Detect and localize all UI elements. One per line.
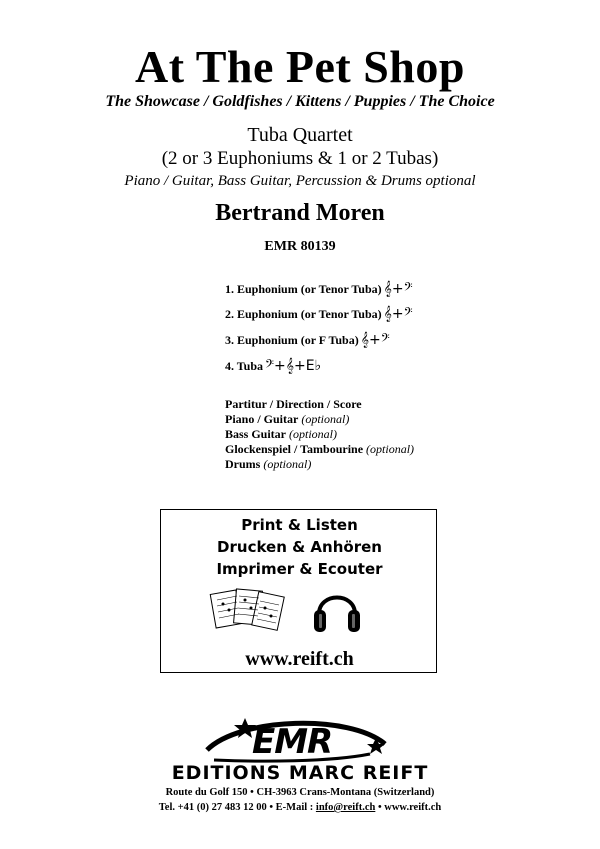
emr-mark: EMR	[252, 722, 333, 762]
clef-icon: 𝄞+𝄢	[360, 332, 390, 348]
list-item: Bass Guitar (optional)	[225, 427, 338, 441]
emr-logo	[0, 712, 600, 787]
email-link[interactable]: info@reift.ch	[315, 802, 376, 813]
headphones-icon	[311, 582, 363, 638]
list-item: Drums (optional)	[225, 457, 312, 471]
part-1	[225, 281, 413, 297]
materials-list	[225, 397, 414, 472]
promo-line: Print & Listen	[241, 516, 358, 534]
print-listen-box	[160, 509, 437, 673]
ensemble: Tuba Quartet	[247, 124, 353, 146]
publisher-address: Route du Golf 150 • CH-3963 Crans-Montana (Switzerland)	[165, 787, 435, 798]
catalog-number: EMR 80139	[264, 239, 336, 254]
website-link[interactable]: www.reift.ch	[245, 648, 354, 670]
optional-instruments: Piano / Guitar, Bass Guitar, Percussion & Drums optional	[124, 173, 476, 189]
page-title: At The Pet Shop	[135, 41, 465, 92]
contact-tel: Tel. +41 (0) 27 483 12 00 • E-Mail :	[158, 802, 316, 813]
clef-icon: 𝄢+𝄞+E♭	[265, 358, 322, 374]
part-2	[225, 306, 413, 322]
list-item: Piano / Guitar (optional)	[225, 412, 350, 426]
movement-list: The Showcase / Goldfishes / Kittens / Puppies / The Choice	[105, 93, 495, 110]
publisher-wordmark: EDITIONS MARC REIFT	[171, 762, 429, 784]
part-label: 3. Euphonium (or F Tuba)	[225, 332, 359, 347]
contact-web: • www.reift.ch	[375, 802, 442, 813]
clef-icon: 𝄞+𝄢	[383, 306, 413, 322]
list-item: Glockenspiel / Tambourine (optional)	[225, 442, 415, 456]
part-label: 4. Tuba	[225, 358, 264, 373]
part-label: 1. Euphonium (or Tenor Tuba)	[225, 281, 382, 296]
publisher-contact	[0, 802, 600, 813]
ensemble-detail: (2 or 3 Euphoniums & 1 or 2 Tubas)	[161, 148, 439, 169]
part-label: 2. Euphonium (or Tenor Tuba)	[225, 306, 382, 321]
composer-name: Bertrand Moren	[215, 200, 385, 226]
part-4	[225, 358, 321, 374]
list-item: Partitur / Direction / Score	[225, 397, 362, 411]
promo-line: Imprimer & Ecouter	[216, 560, 383, 578]
promo-line: Drucken & Anhören	[217, 538, 382, 556]
part-3	[225, 332, 390, 348]
sheet-music-icon	[209, 586, 289, 636]
clef-icon: 𝄞+𝄢	[383, 281, 413, 297]
